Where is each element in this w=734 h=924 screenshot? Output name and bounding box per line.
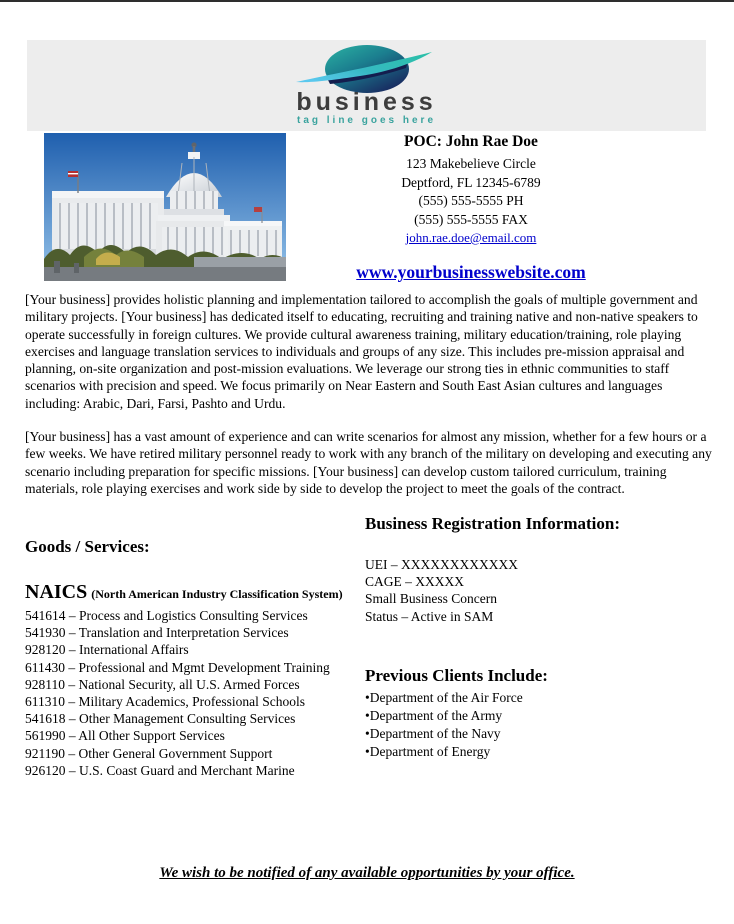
previous-client-item: • Department of Energy bbox=[365, 743, 717, 761]
registration-clients-section bbox=[365, 513, 717, 761]
top-border-line bbox=[0, 0, 734, 2]
naics-code-item: 928120 – International Affairs bbox=[25, 642, 189, 658]
registration-details bbox=[365, 556, 717, 625]
company-logo bbox=[282, 40, 452, 127]
goods-services-section bbox=[25, 515, 370, 779]
naics-title: NAICS bbox=[25, 581, 88, 603]
phone-line: (555) 555-5555 PH bbox=[418, 193, 524, 208]
email-link[interactable]: john.rae.doe@email.com bbox=[405, 230, 537, 245]
naics-code-item: 611430 – Professional and Mgmt Development Training bbox=[25, 659, 330, 675]
naics-code-item: 928110 – National Security, all U.S. Armed Forces bbox=[25, 676, 300, 692]
registration-line: Status – Active in SAM bbox=[365, 608, 494, 624]
previous-client-item: • Department of the Army bbox=[365, 707, 717, 725]
registration-line: Small Business Concern bbox=[365, 591, 497, 607]
contact-block bbox=[286, 132, 656, 283]
about-paragraph-2: [Your business] has a vast amount of experience and can write scenarios for almost any mission, whether for a few hours or a few weeks. We have retired military personnel ready to work with any branch of the military on developing and executing any scenario including preparation for specific missions. [Your business] can develop custom tailored curriculum, training materials, role playing exercises and work side by side to develop the project to meet the goals of the contract. bbox=[25, 429, 712, 496]
naics-code-item: 541930 – Translation and Interpretation Services bbox=[25, 625, 289, 641]
logo-header-band bbox=[27, 40, 706, 131]
capitol-building-image bbox=[44, 133, 286, 281]
registration-heading: Business Registration Information: bbox=[365, 514, 621, 533]
fax-line: (555) 555-5555 FAX bbox=[414, 211, 528, 227]
naics-code-item: 926120 – U.S. Coast Guard and Merchant Marine bbox=[25, 762, 295, 778]
website-link[interactable]: www.yourbusinesswebsite.com bbox=[356, 262, 586, 282]
previous-client-item: • Department of the Air Force bbox=[365, 689, 717, 707]
previous-clients-heading: Previous Clients Include: bbox=[365, 665, 548, 685]
capitol-photo bbox=[44, 133, 286, 281]
naics-code-item: 611310 – Military Academics, Professional Schools bbox=[25, 694, 305, 710]
previous-clients-list bbox=[365, 689, 717, 761]
previous-client-item: • Department of the Navy bbox=[365, 725, 717, 743]
logo-tagline: tag line goes here bbox=[296, 115, 437, 126]
goods-services-heading: Goods / Services: bbox=[25, 537, 150, 556]
naics-heading bbox=[25, 581, 370, 605]
about-paragraph-1: [Your business] provides holistic planning and implementation tailored to accomplish the goals of multiple government and military projects. [Your business] has dedicated itself to educating, recruiting and training native and non-native speakers to operate successfully in foreign cultures. We provide cultural awareness training, military education/training, role playing exercises and language translation services to individuals and groups of any size. This includes pre-mission appraisal and planning, on-site organization and post-mission evaluations. We leverage our strong ties in ethnic communities to staff scenarios with precision and speed. We focus primarily on Near Eastern and South East Asian cultures and languages including: Arabic, Dari, Farsi, Pashto and Urdu. bbox=[25, 292, 698, 411]
registration-line: CAGE – XXXXX bbox=[365, 574, 464, 590]
address-line-2: Deptford, FL 12345-6789 bbox=[401, 174, 541, 190]
globe-swoosh-icon bbox=[282, 44, 452, 94]
poc-name: POC: John Rae Doe bbox=[404, 133, 538, 150]
footer-statement-wrap bbox=[0, 864, 734, 882]
naics-code-item: 921190 – Other General Government Support bbox=[25, 745, 273, 761]
naics-code-list bbox=[25, 607, 370, 779]
footer-statement: We wish to be notified of any available opportunities by your office. bbox=[159, 865, 575, 881]
naics-subtitle: (North American Industry Classification System) bbox=[91, 587, 343, 601]
naics-code-item: 541618 – Other Management Consulting Services bbox=[25, 711, 296, 727]
naics-code-item: 561990 – All Other Support Services bbox=[25, 728, 225, 744]
naics-code-item: 541614 – Process and Logistics Consulting Services bbox=[25, 608, 308, 623]
logo-name: business bbox=[296, 88, 437, 116]
address-line-1: 123 Makebelieve Circle bbox=[406, 156, 536, 171]
registration-line: UEI – XXXXXXXXXXXX bbox=[365, 557, 518, 572]
